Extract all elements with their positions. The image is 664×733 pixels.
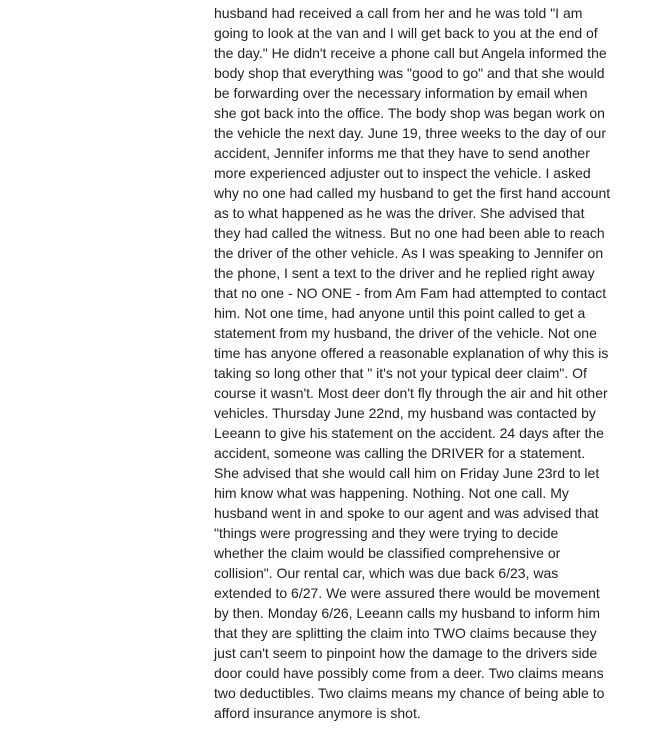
- review-line: time has anyone offered a reasonable explanation of why this is: [214, 345, 609, 361]
- review-line: that they are splitting the claim into TWO claims because they: [214, 625, 597, 641]
- review-line: course it wasn't. Most deer don't fly through the air and hit other: [214, 385, 608, 401]
- review-line: be forwarding over the necessary information by email when: [214, 85, 588, 101]
- review-line: afford insurance anymore is shot.: [214, 705, 421, 721]
- review-line: the day." He didn't receive a phone call but Angela informed the: [214, 45, 607, 61]
- review-line: going to look at the van and I will get back to you at the end of: [214, 25, 598, 41]
- review-line: the vehicle the next day. June 19, three weeks to the day of our: [214, 125, 606, 141]
- review-line: the driver of the other vehicle. As I was speaking to Jennifer on: [214, 245, 604, 261]
- review-line: whether the claim would be classified comprehensive or: [214, 545, 561, 561]
- review-line: why no one had called my husband to get the first hand account: [214, 185, 611, 201]
- review-line: extended to 6/27. We were assured there would be movement: [214, 585, 600, 601]
- review-line: statement from my husband, the driver of the vehicle. Not one: [214, 325, 597, 341]
- review-line: husband had received a call from her and he was told "I am: [214, 5, 583, 21]
- review-line: She advised that she would call him on Friday June 23rd to let: [214, 465, 600, 481]
- review-line: more experienced adjuster out to inspect the vehicle. I asked: [214, 165, 591, 181]
- review-line: accident, Jennifer informs me that they have to send another: [214, 145, 590, 161]
- review-line: the phone, I sent a text to the driver and he replied right away: [214, 265, 595, 281]
- review-line: door could have possibly come from a deer. Two claims means: [214, 665, 604, 681]
- review-line: accident, someone was calling the DRIVER for a statement.: [214, 445, 586, 461]
- review-line: vehicles. Thursday June 22nd, my husband was contacted by: [214, 405, 596, 421]
- review-line: him know what was happening. Nothing. Not one call. My: [214, 485, 569, 501]
- review-line: as to what happened as he was the driver. She advised that: [214, 205, 585, 221]
- review-line: body shop that everything was "good to go" and that she would: [214, 65, 605, 81]
- review-line: that no one - NO ONE - from Am Fam had attempted to contact: [214, 285, 607, 301]
- review-line: collision". Our rental car, which was due back 6/23, was: [214, 565, 559, 581]
- review-body: [214, 3, 654, 723]
- review-line: taking so long other that " it's not your typical deer claim". Of: [214, 365, 587, 381]
- review-line: two deductibles. Two claims means my chance of being able to: [214, 685, 605, 701]
- review-line: him. Not one time, had anyone until this point called to get a: [214, 305, 586, 321]
- review-line: husband went in and spoke to our agent and was advised that: [214, 505, 599, 521]
- review-line: Leeann to give his statement on the accident. 24 days after the: [214, 425, 604, 441]
- review-line: "things were progressing and they were trying to decide: [214, 525, 559, 541]
- review-line: she got back into the office. The body shop was began work on: [214, 105, 605, 121]
- review-line: they had called the witness. But no one had been able to reach: [214, 225, 605, 241]
- review-line: just can't seem to pinpoint how the damage to the drivers side: [214, 645, 598, 661]
- review-line: by then. Monday 6/26, Leeann calls my husband to inform him: [214, 605, 600, 621]
